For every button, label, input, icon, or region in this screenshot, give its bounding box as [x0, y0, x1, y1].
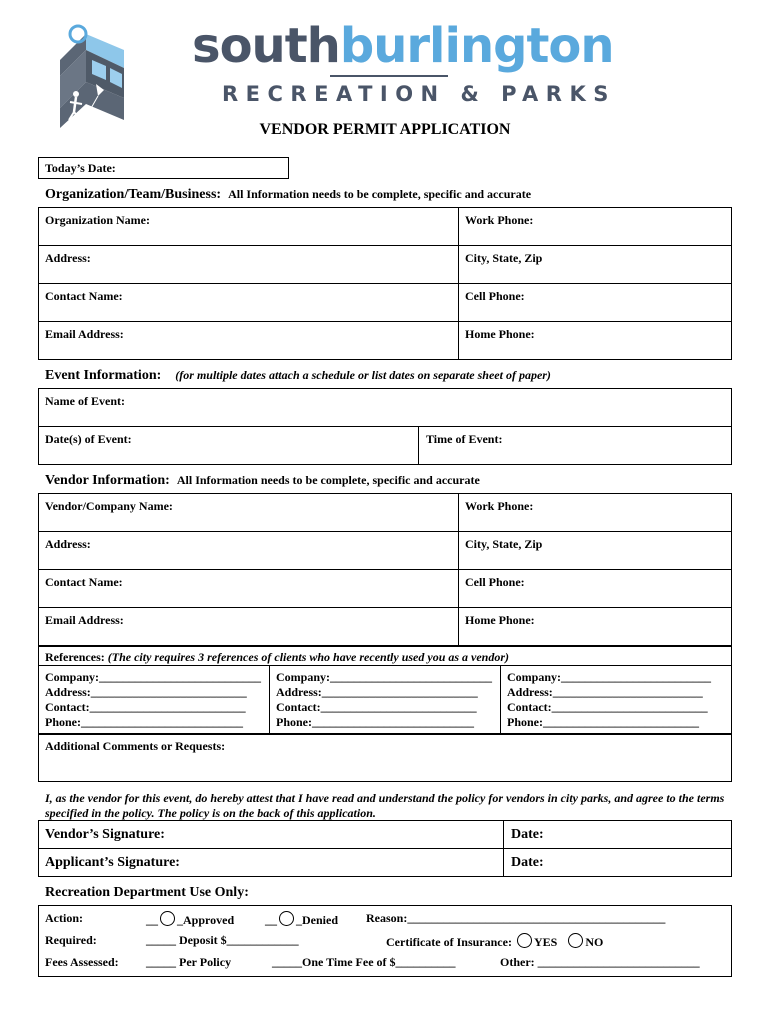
reference-1: [45, 670, 261, 730]
org-address-field[interactable]: Address:: [45, 251, 91, 265]
todays-date-field[interactable]: [38, 157, 289, 179]
vendor-work-phone-field[interactable]: Work Phone:: [465, 499, 534, 513]
vendor-contact-field[interactable]: Contact Name:: [45, 575, 123, 589]
per-policy-field[interactable]: _____ Per Policy: [146, 955, 232, 969]
vendor-cell-field[interactable]: Cell Phone:: [465, 575, 525, 589]
required-label: Required:: [45, 933, 97, 947]
reference-2-address[interactable]: Address:__________________________: [276, 685, 478, 699]
reference-3-address[interactable]: Address:_________________________: [507, 685, 703, 699]
denied-option[interactable]: __ _Denied: [265, 913, 338, 927]
reference-2-phone[interactable]: Phone:___________________________: [276, 715, 474, 729]
action-label: Action:: [45, 911, 83, 925]
org-work-phone-field[interactable]: Work Phone:: [465, 213, 534, 227]
reference-2-company[interactable]: Company:___________________________: [276, 670, 493, 684]
yes-radio-icon[interactable]: [517, 933, 532, 948]
org-city-field[interactable]: City, State, Zip: [465, 251, 543, 265]
vendor-company-field[interactable]: Vendor/Company Name:: [45, 499, 173, 513]
no-label: NO: [585, 935, 604, 949]
vendor-heading: Vendor Information: All Information needs to be complete, specific and accurate: [45, 473, 480, 488]
attestation-text: I, as the vendor for this event, do hereby attest that I have read and understand the policy for vendors in city parks, and agree to the terms specified in the policy. The policy is on the back of this application.: [45, 791, 725, 820]
reference-1-phone[interactable]: Phone:___________________________: [45, 715, 243, 729]
event-heading: Event Information: (for multiple dates attach a schedule or list dates on separate sheet of paper): [45, 368, 551, 383]
todays-date-label: Today’s Date:: [45, 161, 116, 175]
reference-1-contact[interactable]: Contact:__________________________: [45, 700, 246, 714]
one-time-fee-field[interactable]: _____One Time Fee of $__________: [272, 955, 456, 969]
org-home-field[interactable]: Home Phone:: [465, 327, 535, 341]
references-heading: References: (The city requires 3 references of clients who have recently used you as a vendor): [45, 650, 510, 664]
denied-radio-icon[interactable]: [279, 911, 294, 926]
approved-radio-icon[interactable]: [160, 911, 175, 926]
reference-1-company[interactable]: Company:___________________________: [45, 670, 262, 684]
no-radio-icon[interactable]: [568, 933, 583, 948]
logo: [56, 20, 128, 132]
vendor-date-field[interactable]: Date:: [511, 827, 544, 842]
brand-subtitle: RECREATION & PARKS: [222, 82, 616, 106]
deposit-field[interactable]: _____ Deposit $____________: [146, 933, 299, 947]
reference-3-phone[interactable]: Phone:__________________________: [507, 715, 699, 729]
reference-3-contact[interactable]: Contact:__________________________: [507, 700, 708, 714]
vendor-address-field[interactable]: Address:: [45, 537, 91, 551]
insurance-option: Certificate of Insurance: YES NO: [386, 935, 604, 949]
reference-2-contact[interactable]: Contact:__________________________: [276, 700, 477, 714]
fees-label: Fees Assessed:: [45, 955, 119, 969]
brand-underline: [330, 75, 448, 77]
reference-2: [276, 670, 492, 730]
dept-heading: Recreation Department Use Only:: [45, 885, 249, 900]
vendor-signature-field[interactable]: Vendor’s Signature:: [45, 827, 165, 842]
org-email-field[interactable]: Email Address:: [45, 327, 124, 341]
applicant-signature-field[interactable]: Applicant’s Signature:: [45, 855, 180, 870]
org-contact-field[interactable]: Contact Name:: [45, 289, 123, 303]
vendor-email-field[interactable]: Email Address:: [45, 613, 124, 627]
org-cell-field[interactable]: Cell Phone:: [465, 289, 525, 303]
brand-wordmark: [192, 18, 614, 74]
event-dates-field[interactable]: Date(s) of Event:: [45, 432, 132, 446]
other-field[interactable]: Other: ___________________________: [500, 955, 700, 969]
reference-3-company[interactable]: Company:_________________________: [507, 670, 712, 684]
reference-1-address[interactable]: Address:__________________________: [45, 685, 247, 699]
org-name-field[interactable]: Organization Name:: [45, 213, 150, 227]
page-title: VENDOR PERMIT APPLICATION: [259, 121, 511, 138]
vendor-city-field[interactable]: City, State, Zip: [465, 537, 543, 551]
applicant-date-field[interactable]: Date:: [511, 855, 544, 870]
approved-option[interactable]: __ _Approved: [146, 913, 235, 927]
brand-south: south: [192, 18, 340, 74]
comments-field[interactable]: [38, 734, 732, 782]
reference-3: [507, 670, 711, 730]
vendor-home-field[interactable]: Home Phone:: [465, 613, 535, 627]
event-name-field[interactable]: Name of Event:: [45, 394, 125, 408]
event-time-field[interactable]: Time of Event:: [426, 432, 503, 446]
reason-field[interactable]: Reason:___________________________________________: [366, 911, 666, 925]
brand-burlington: burlington: [339, 18, 614, 74]
organization-heading: Organization/Team/Business: All Information needs to be complete, specific and accurate: [45, 187, 532, 202]
comments-label: Additional Comments or Requests:: [45, 739, 226, 753]
yes-label: YES: [533, 935, 558, 949]
